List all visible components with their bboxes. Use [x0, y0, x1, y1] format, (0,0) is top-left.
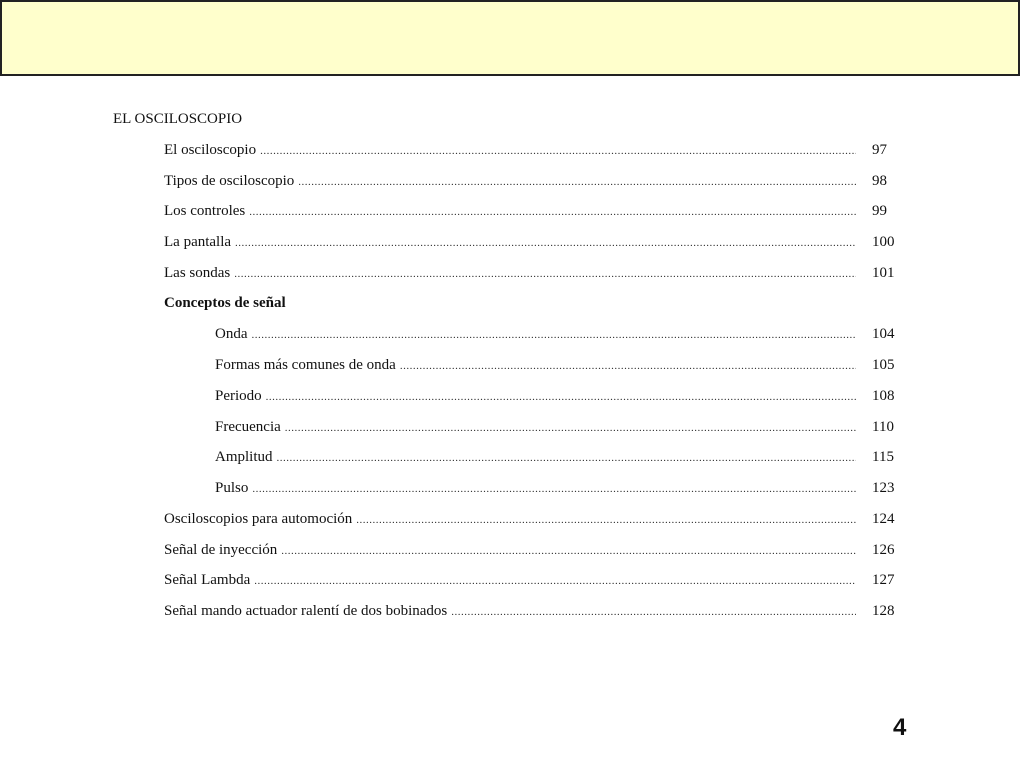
entry-label: Amplitud — [215, 449, 273, 465]
section-title: EL OSCILOSCOPIO — [113, 111, 243, 127]
toc-entry-amplitud — [215, 447, 894, 467]
toc-entry-el-osciloscopio — [164, 140, 887, 160]
entry-label: Osciloscopios para automoción — [164, 511, 353, 527]
dot-leader — [400, 356, 856, 376]
dot-leader — [249, 202, 856, 222]
entry-page: 104 — [872, 326, 895, 342]
toc-entry-tipos-de-osciloscopio — [164, 171, 887, 191]
dot-leader — [252, 479, 856, 499]
entry-label: Periodo — [215, 388, 262, 404]
entry-label: Onda — [215, 326, 248, 342]
entry-page: 123 — [872, 480, 895, 496]
entry-page: 99 — [872, 203, 887, 219]
dot-leader — [451, 602, 856, 622]
dot-leader — [266, 387, 856, 407]
toc-entry-los-controles — [164, 201, 887, 221]
dot-leader — [252, 325, 857, 345]
dot-leader — [356, 510, 856, 530]
toc-entry-pulso — [215, 478, 895, 498]
entry-page: 98 — [872, 173, 887, 189]
subheading-conceptos-de-senal: Conceptos de señal — [164, 295, 286, 311]
entry-page: 105 — [872, 357, 895, 373]
toc-entry-senal-inyeccion — [164, 540, 895, 560]
toc-entry-senal-lambda — [164, 570, 895, 590]
entry-page: 100 — [872, 234, 895, 250]
slide-number: 4 — [893, 714, 907, 741]
entry-page: 127 — [872, 572, 895, 588]
toc-entry-las-sondas — [164, 263, 895, 283]
toc-entry-frecuencia — [215, 417, 894, 437]
entry-page: 128 — [872, 603, 895, 619]
toc-entry-onda — [215, 324, 895, 344]
entry-label: Pulso — [215, 480, 249, 496]
entry-label: El osciloscopio — [164, 142, 257, 158]
entry-page: 115 — [872, 449, 894, 465]
entry-page: 101 — [872, 265, 895, 281]
entry-label: Formas más comunes de onda — [215, 357, 396, 373]
dot-leader — [254, 571, 856, 591]
dot-leader — [281, 541, 856, 561]
entry-label: Tipos de osciloscopio — [164, 173, 295, 189]
dot-leader — [298, 172, 856, 192]
entry-page: 108 — [872, 388, 895, 404]
toc-entry-periodo — [215, 386, 895, 406]
entry-label: Señal Lambda — [164, 572, 251, 588]
entry-label: Los controles — [164, 203, 246, 219]
entry-label: Señal mando actuador ralentí de dos bobinados — [164, 603, 448, 619]
entry-page: 97 — [872, 142, 887, 158]
entry-label: Frecuencia — [215, 419, 281, 435]
dot-leader — [234, 264, 856, 284]
toc-entry-senal-mando-actuador — [164, 601, 895, 621]
toc-entry-la-pantalla — [164, 232, 895, 252]
entry-page: 126 — [872, 542, 895, 558]
entry-page: 110 — [872, 419, 894, 435]
toc-entry-formas-mas-comunes — [215, 355, 895, 375]
dot-leader — [260, 141, 856, 161]
entry-page: 124 — [872, 511, 895, 527]
dot-leader — [277, 448, 856, 468]
entry-label: Las sondas — [164, 265, 231, 281]
entry-label: La pantalla — [164, 234, 232, 250]
dot-leader — [235, 233, 856, 253]
dot-leader — [285, 418, 856, 438]
entry-label: Señal de inyección — [164, 542, 278, 558]
toc-entry-osciloscopios-automocion — [164, 509, 895, 529]
